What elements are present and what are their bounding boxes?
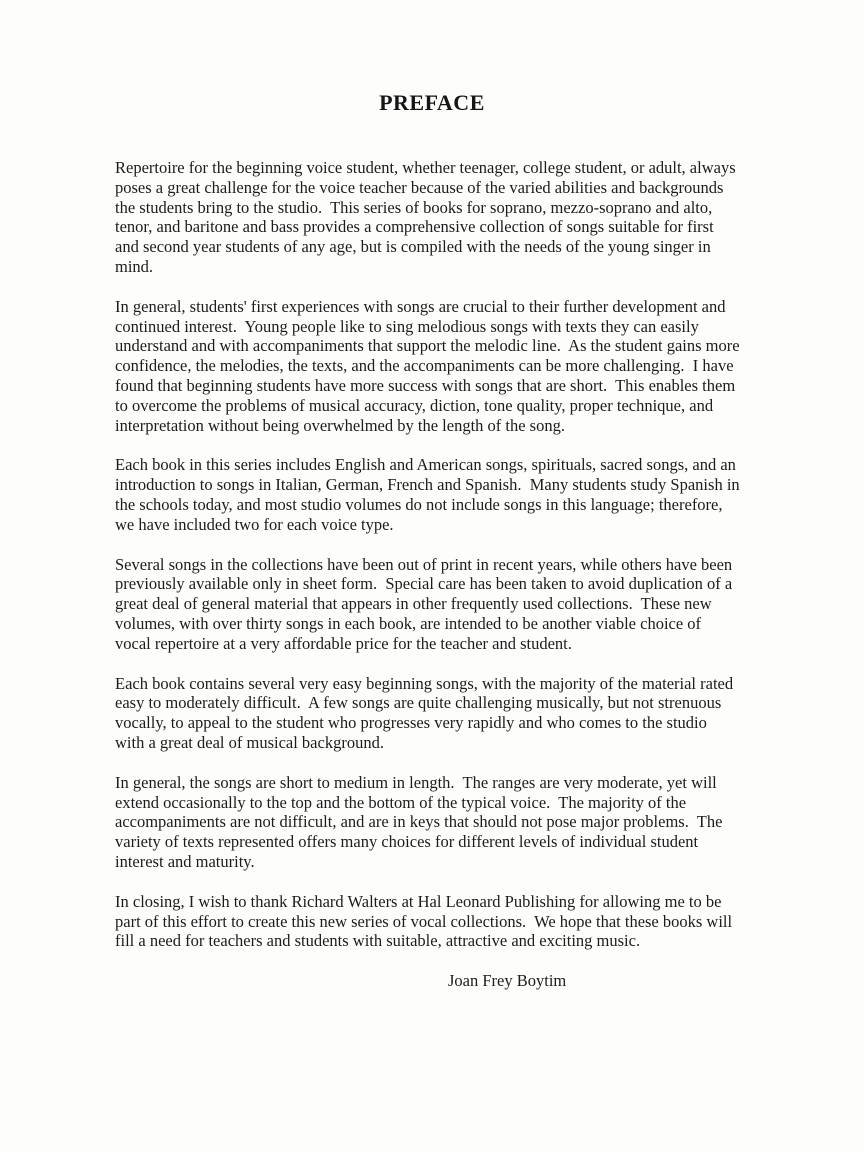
- paragraph-1: Repertoire for the beginning voice student, whether teenager, college student, or adult, always poses a great challenge for the voice teacher because of the varied abilities and backgrounds the students bring to the studio. This series of books for soprano, mezzo-soprano and alto, tenor, and baritone and bass provides a comprehensive collection of songs suitable for first and second year students of any age, but is compiled with the needs of the young singer in mind.: [115, 158, 740, 276]
- author-signature: Joan Frey Boytim: [448, 971, 567, 991]
- document-body: [115, 158, 744, 991]
- paragraph-5: Each book contains several very easy beginning songs, with the majority of the material rated easy to moderately difficult. A few songs are quite challenging musically, but not strenuous vocally, to appeal to the student who progresses very rapidly and who comes to the studio with a great deal of musical background.: [115, 673, 738, 752]
- paragraph-2: In general, students' first experiences with songs are crucial to their further development and continued interest. Young people like to sing melodious songs with texts they can easily understand and with accompaniments that support the melodic line. As the student gains more confidence, the melodies, the texts, and the accompaniments can be more challenging. I have found that beginning students have more success with songs that are short. This enables them to overcome the problems of musical accuracy, diction, tone quality, proper technique, and interpretation without being overwhelmed by the length of the song.: [115, 296, 744, 435]
- page-title: PREFACE: [379, 90, 485, 115]
- paragraph-6: In general, the songs are short to medium in length. The ranges are very moderate, yet will extend occasionally to the top and the bottom of the typical voice. The majority of the accompaniments are not difficult, and are in keys that should not pose major problems. The variety of texts represented offers many choices for different levels of individual student interest and maturity.: [115, 772, 727, 871]
- paragraph-4: Several songs in the collections have been out of print in recent years, while others have been previously available only in sheet form. Special care has been taken to avoid duplication of a great deal of general material that appears in other frequently used collections. These new volumes, with over thirty songs in each book, are intended to be another viable choice of vocal repertoire at a very affordable price for the teacher and student.: [115, 554, 737, 653]
- paragraph-3: Each book in this series includes English and American songs, spirituals, sacred songs, and an introduction to songs in Italian, German, French and Spanish. Many students study Spanish in the schools today, and most studio volumes do not include songs in this language; therefore, we have included two for each voice type.: [115, 455, 744, 534]
- paragraph-7: In closing, I wish to thank Richard Walters at Hal Leonard Publishing for allowing me to be part of this effort to create this new series of vocal collections. We hope that these books will fill a need for teachers and students with suitable, attractive and exciting music.: [115, 891, 737, 951]
